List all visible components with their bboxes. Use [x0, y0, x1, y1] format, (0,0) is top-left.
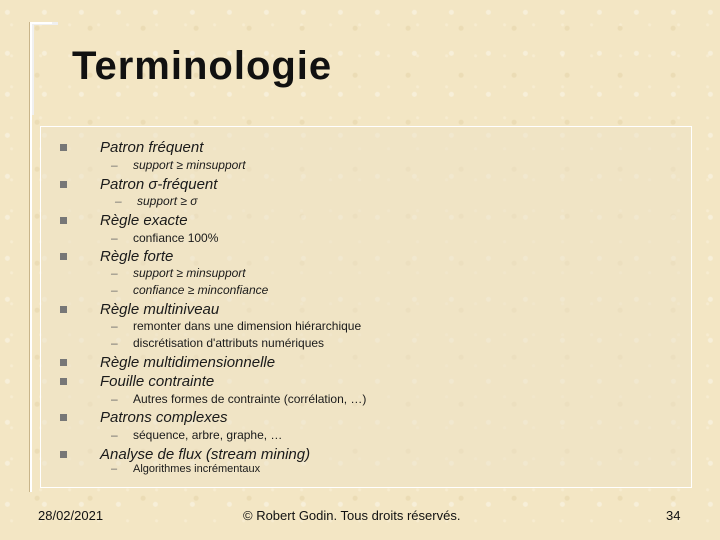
bullet-icon — [60, 253, 67, 260]
bullet-item: Patron fréquent — [100, 139, 203, 156]
bullet-icon — [60, 378, 67, 385]
bullet-item: Règle multidimensionnelle — [100, 354, 275, 371]
bullet-item: Patron σ-fréquent — [100, 176, 217, 193]
slide-page-number: 34 — [666, 508, 681, 523]
sub-item: – discrétisation d'attributs numériques — [111, 336, 325, 350]
slide-title: Terminologie — [72, 44, 333, 88]
bullet-icon — [60, 359, 67, 366]
bullet-icon — [60, 414, 67, 421]
sub-item: – support ≥ σ — [115, 194, 198, 208]
bullet-item: Analyse de flux (stream mining) — [100, 446, 310, 463]
sub-item: – support ≥ minsupport — [111, 266, 246, 280]
bullet-icon — [60, 217, 67, 224]
bullet-item: Règle forte — [100, 248, 173, 265]
bullet-icon — [60, 306, 67, 313]
sub-item: – support ≥ minsupport — [111, 158, 246, 172]
bullet-icon — [60, 181, 67, 188]
bullet-item: Règle exacte — [100, 212, 188, 229]
bullet-icon — [60, 451, 67, 458]
bullet-item: Fouille contrainte — [100, 373, 214, 390]
sub-item: – Autres formes de contrainte (corrélation, …) — [111, 392, 367, 406]
slide-date: 28/02/2021 — [38, 508, 104, 523]
bullet-item: Patrons complexes — [100, 409, 228, 426]
sub-item: – confiance 100% — [111, 231, 219, 245]
slide-copyright: © Robert Godin. Tous droits réservés. — [243, 508, 461, 523]
sub-item: – confiance ≥ minconfiance — [111, 283, 269, 297]
sub-item: – remonter dans une dimension hiérarchique — [111, 319, 362, 333]
bullet-icon — [60, 144, 67, 151]
sub-item: – Algorithmes incrémentaux — [111, 463, 261, 475]
sub-item: – séquence, arbre, graphe, … — [111, 428, 283, 442]
bullet-item: Règle multiniveau — [100, 301, 219, 318]
